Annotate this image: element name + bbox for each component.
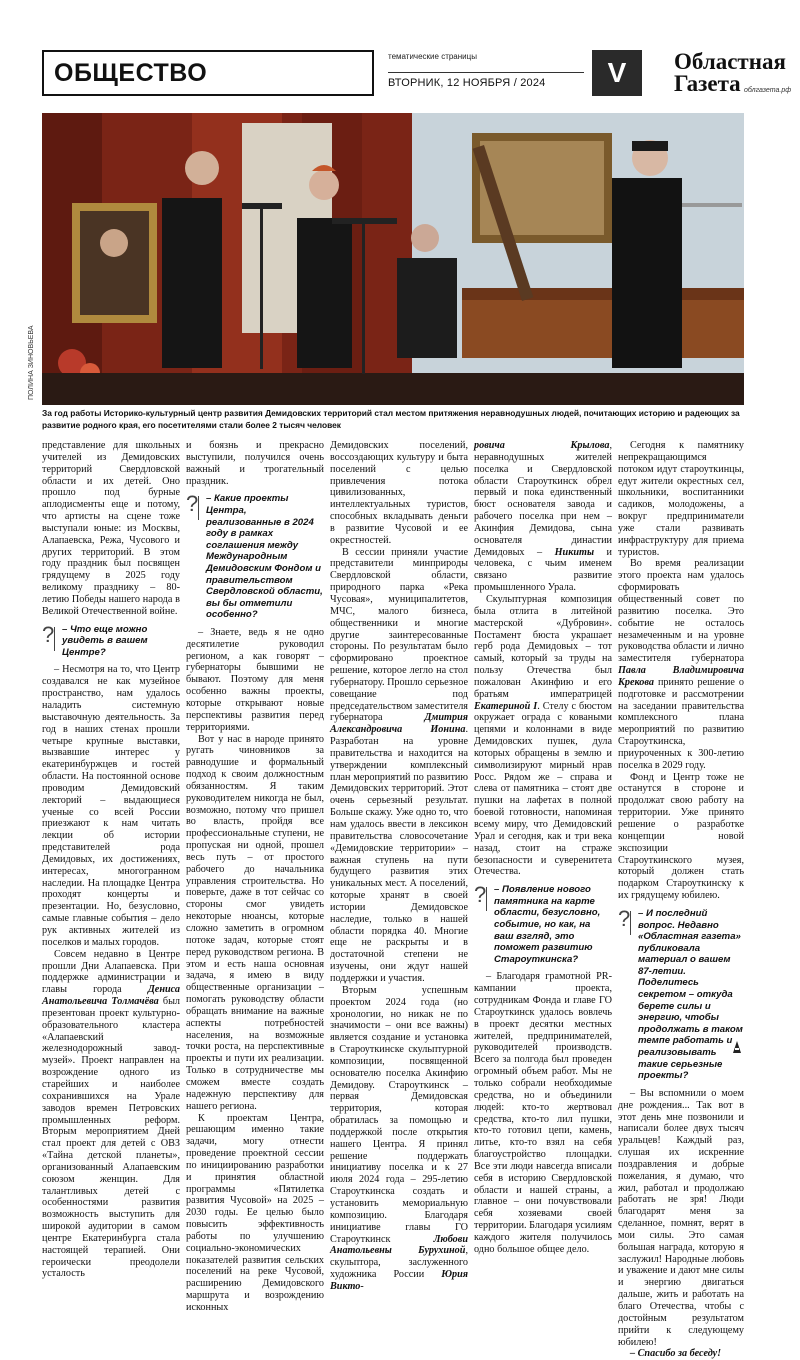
article-column-4 (474, 440, 612, 1256)
photo-credit: ПОЛИНА ЗИНОВЬЕВА (28, 325, 35, 400)
interview-question (42, 621, 180, 659)
end-of-article-icon (731, 1040, 743, 1054)
paragraph (618, 558, 744, 771)
article-column-3 (330, 440, 468, 1293)
interview-question (618, 905, 744, 1082)
person-name: Никиты (554, 546, 595, 558)
paragraph: представление для школьных учителей из Демидовских территорий Свердловской области и их детей. Оно прошло под бурные аплодисменты еще и потому, что артисты на сцене тоже выступали юные: из Москвы, Алапаевска, Режа, Чусового и других территорий. В этом году праздник был посвящен грядущему в 2025 году великому празднику – 80-летию Победы нашего народа в Великой Отечественной войне. (42, 440, 180, 617)
person-name: ровича Крылова (474, 440, 610, 451)
paragraph: Сегодня к памятнику непрекращающимся потоком идут староуткинцы, едут жители окрестных сел, школьники, воспитанники садиков, молодожены, а вокруг предприниматели уже стали развивать инфраструктуру для приема туристов. (618, 440, 744, 558)
person-name: Дмитрия Александровича Ионина (330, 712, 468, 736)
person-name: Юрия Викто- (330, 1269, 468, 1292)
article-column-2 (186, 440, 324, 1314)
text-run: . Разработан на уровне правительства и находится на утверждении комплексный план мероприятий по развитию Демидовских территорий. Этот очень серьезный результат. Больше скажу. Уже одно то, что нам удалось ввести в лексикон правительства словосочетание «Демидовские территории» – важная ступень на пути будущего развития этих уникальных мест. А поселений, которые хранят в своей истории Демидовское наследие, только в нашей области порядка 40. Многие еще не раскрыты и в достаточной степени не изучены, они ждут нашей поддержки и участия. (330, 724, 468, 984)
logo-line2: Газета (674, 71, 741, 96)
paragraph: – Вы вспомнили о моем дне рождения... Так вот в этот день мне позвонили и написали более двух тысяч уральцев! Каждый раз, слушая их искренние поздравления и добрые пожелания, я думаю, что жил, работал и продолжаю работать не зря! Люди благодарят меня за сделанное, помнят, верят в мои силы. Это самая большая награда, которую я заслужил! Народные любовь и уважение и дают мне силы и энергию двигаться дальше, жить и работать на благо Отечества, чтобы с достойным результатом прийти к следующему юбилею! (618, 1087, 744, 1348)
question-mark-icon: ? (618, 905, 631, 931)
paragraph: Фонд и Центр тоже не останутся в стороне и продолжат свою работу на территории. Уже принято решение о разработке концепции новой экспозиции Староуткинского музея, который должен стать подарком Староуткинску к их грядущему юбилею. (618, 771, 744, 902)
person-name: Дениса Анатольевича Толмачёва (42, 984, 180, 1008)
section-title: ОБЩЕСТВО (54, 59, 208, 87)
interview-question (474, 884, 612, 965)
text-run: принято решение о подготовке и рассмотрении на заседании правительства комплексного плана мероприятий по развитию Староуткинска, приуроченных к 300-летию поселка в 2029 году. (618, 676, 744, 771)
question-text: – Какие проекты Центра, реализованные в 2024 году в рамках соглашения между Международным Демидовским Фондом и правительством Свердловской области, вы бы отметили особенно? (206, 493, 323, 621)
interview-question (186, 493, 324, 621)
text-run: Во время реализации этого проекта нам удалось сформировать общественный совет по развитию поселка. Это событие не осталось незамеченным и на уровне руководства области и лично заместителя губернатора (618, 558, 744, 665)
section-box (42, 50, 374, 96)
closing-line: – Спасибо за беседу! (630, 1348, 722, 1360)
text-run: Скульптурная композиция была отлита в литейной мастерской «Дубровин». Постамент бюста украшает герб рода Демидовых – тот самый, который за труды на пользу Отечества был пожалован Акинфию и его братьям императрицей (474, 593, 612, 700)
question-text: – Появление нового памятника на карте области, безусловно, событие, но как, на ваш взгляд, это поможет развитию Староуткинска? (494, 884, 601, 965)
question-mark-icon: ? (186, 491, 199, 517)
photo-caption: За год работы Историко-культурный центр развития Демидовских территорий стал местом притяжения неравнодушных людей, почитающих историю и радеющих за развитие родного края, его посетителями стали более 2 тысяч человек (42, 408, 740, 430)
paragraph: Вот у нас в народе принято ругать чиновников за равнодушие и формальный подход к своим должностным обязанностям. Я таким руководителем никогда не был, возможно, потому что пришел во власть, пройдя все профессиональные ступени, не пропуская ни одной, прошел весь путь – от простого рабочего до начальника управления строительства. Но поверьте, даже в тот сейчас со стороны смог увидеть некоторые нюансы, которые сложно заметить в огромном потоке задач, которые стоят перед руководством региона. В этом и есть наша основная задача, я имею в виду общественные организации – помогать руководству области обращать внимание на важные аспекты потребностей населения, на возможные точки роста, на перспективные проекты и пути их реализации. Только в сотрудничестве мы сможем вместе создать надежную перспективу для нашего региона. (186, 733, 324, 1112)
page-header (42, 49, 792, 96)
article-column-5 (618, 440, 744, 1360)
paragraph (330, 547, 468, 985)
text-run: . Стелу с бюстом окружает ограда с коваными цепями и колоннами в виде Демидовских пушек, дула которых обращены в землю и символизируют мирный нрав Росс. Рядом же – справа и слева от памятника – стоят две пушки на лафетах в полной боевой готовности, напоминая всему миру, что Демидовский Урал и сегодня, как и три века назад, стоит на страже безопасности и суверенитета Отечества. (474, 700, 612, 878)
text-run: и человека, с чьим именем связано развитие промышленного Урала. (474, 546, 612, 594)
page-letter-badge: V (592, 50, 642, 96)
paragraph (42, 949, 180, 1281)
question-bar (54, 627, 55, 651)
question-text: – И последний вопрос. Недавно «Областная газета» публиковала материал о вашем 87-летии. Поделитесь секретом – откуда берете силы и энергию, чтобы продолжать в таком темпе работать и реализовывать такие серьезные проекты? (638, 907, 743, 1082)
text-run: , неравнодушных жителей поселка и Свердловской области Староуткинск обрел первый и пока единственный бюст основателя завода и рабочего поселка при нем – Акинфия Демидова, сына основателя династии Демидовых – (474, 440, 612, 558)
question-bar (486, 887, 487, 911)
text-run: Вторым успешным проектом 2024 года (но хронологии, но никак не по значимости – они все важны) является создание и установка в Староуткинске скульптурной композиции, посвященной основателю поселка Акинфию Демидову. Староуткинск – первая Демидовская территория, которая обратилась за помощью и поддержкой после открытия нашего Центра. Я принял решение поддержать инициативу поселка и к 27 июля 2024 года – 295-летию Староуткинска создать и установить мемориальную композицию. Благодаря инициативе главы ГО Староуткинск (330, 984, 468, 1245)
paragraph: Демидовских поселений, воссоздающих культуру и быта поселений с целью привлечения потока цивилизованных, интеллектуальных туристов, способных вкладывать деньги в развитие Чусовой и ее окрестностей. (330, 440, 468, 546)
person-name: Павла Владимировича Крекова (618, 665, 744, 688)
paragraph: – Знаете, ведь я не одно десятилетие руководил регионом, а как говорят – губернаторы бывшими не бывают. Поэтому для меня особенно важны проекты, которые открывают новые перспективы развития перед территориями. (186, 626, 324, 733)
issue-date: ВТОРНИК, 12 НОЯБРЯ / 2024 (388, 72, 584, 89)
paragraph: К проектам Центра, решающим именно такие задачи, могу отнести проведение проектной сессии по инициированию разработки и принятия областной программы «Пятилетка развития Чусовой» на 2025 – 2030 годы. Ее целью было повысить эффективность работы по улучшению социально-экономических показателей развития сельских поселений на реке Чусовой, расширению Демидовского маршрута и возрождению исконных (186, 1112, 324, 1313)
paragraph (474, 440, 612, 594)
text-run: был презентован проект культурно-образовательного кластера «Алапаевский железнодорожный завод-музей». Проект направлен на возрождение одного из старейших и наиболее сохранившихся на Урале заводов времен Петровских промышленных реформ. Вторым мероприятием Дней стал проект для детей с ОВЗ «Тайна детской планеты», организованный Алапаевским союзом женщин. Для талантливых детей с особенностями развития возможность выступить для широкой аудитории в самом центре Екатеринбурга стала настоящей терапией. Они героически преодолели усталость (42, 996, 180, 1280)
paragraph: – Благодаря грамотной PR-кампании проекта, сотрудникам Фонда и главе ГО Староуткинск удалось вовлечь в проект десятки местных жителей, предпринимателей, руководителей производств. Всего за полгода был проведен огромный объем работ. Мы не только собрали необходимые средства, но и объединили людей: кто-то жертвовал средства, кто-то лил пушки, кто-то готовил цепи, камень, литье, кто-то взял на себя благоустройство площадки. Все эти люди навсегда вписали себя в историю Свердловской области и нашей страны, а главное – они почувствовали себя хозяевами своей территории. Благодаря усилиям каждого жителя получилось одно большое общее дело. (474, 971, 612, 1255)
logo-line1: Областная (674, 49, 786, 74)
concert-photo-illustration (42, 113, 744, 405)
question-mark-icon: ? (42, 621, 55, 647)
paragraph: – Несмотря на то, что Центр создавался не как музейное пространство, нам удалось наладить системную выставочную деятельность. За год в наших стенах прошли четыре крупные выставки, вызвавшие интерес у екатеринбуржцев и гостей области. На постоянной основе проводим Демидовский лекторий – выдающиеся ученые со всей России приезжают к нам читать лекции об истории представителей рода Демидовых, их достижениях, интересах, многогранном наследии. На площадке Центра проходят концерты и презентации. Но, безусловно, самые главные события – дело рук активных жителей из поселков и малых городов. (42, 664, 180, 948)
question-bar (630, 911, 631, 935)
paragraph: и боязнь и прекрасно выступили, получился очень важный и трогательный праздник. (186, 440, 324, 487)
text-run: , скульптора, заслуженного художника России (330, 1245, 468, 1281)
text-run: Совсем недавно в Центре прошли Дни Алапаевска. При поддержке администрации и главы города (42, 948, 180, 996)
concert-photo (42, 113, 744, 405)
text-run: В сессии приняли участие представители минприроды Свердловской области, природного парка «Река Чусовая», муниципалитетов, МЧС, малого бизнеса, общественники и многие другие заинтересованные стороны. По результатам было сформировано проектное решение, которое легло на стол губернатору. Прошло серьезное совещание под председательством заместителя губернатора (330, 546, 468, 724)
person-name: Любови Анатольевны Бурухиной (330, 1233, 468, 1257)
question-text: – Что еще можно увидеть в вашем Центре? (62, 623, 148, 658)
question-bar (198, 496, 199, 520)
paragraph (474, 594, 612, 878)
thematic-label: тематические страницы (388, 52, 477, 61)
person-name: Екатериной I (474, 700, 538, 712)
logo-url: облгазета.рф (744, 87, 792, 94)
question-mark-icon: ? (474, 882, 487, 908)
paragraph (330, 985, 468, 1293)
article-column-1 (42, 440, 180, 1280)
